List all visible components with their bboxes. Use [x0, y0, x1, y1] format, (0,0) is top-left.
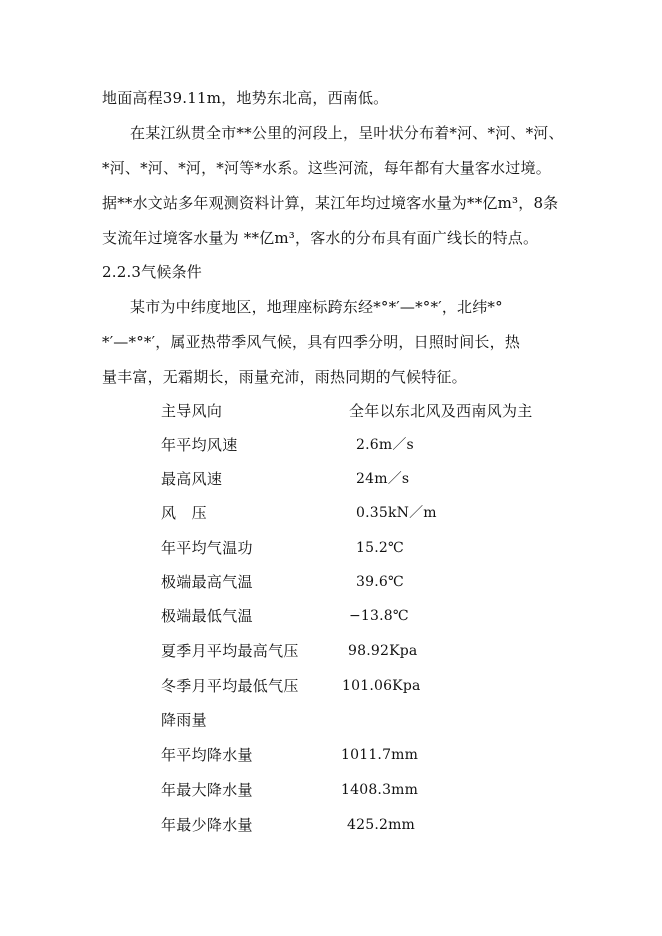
row-value: 0.35kN／m — [356, 505, 437, 521]
row-value: 98.92Kpa — [348, 643, 418, 659]
row-value: 2.6m／s — [356, 437, 414, 453]
row-label: 年最少降水量 — [161, 816, 253, 834]
row-label: 年最大降水量 — [161, 781, 253, 799]
row-value: 425.2mm — [347, 817, 416, 833]
rivers-paragraph-line-1: 在某江纵贯全市**公里的河段上，呈叶状分布着*河、*河、*河、 — [130, 124, 564, 142]
rivers-paragraph-line-3: 据**水文站多年观测资料计算，某江年均过境客水量为**亿m³，8条 — [102, 194, 559, 212]
climate-paragraph-line-3: 量丰富，无霜期长，雨量充沛，雨热同期的气候特征。 — [102, 368, 467, 386]
climate-paragraph-line-2: *′—*°*′，属亚热带季风气候，具有四季分明，日照时间长，热 — [102, 333, 521, 351]
row-label: 极端最高气温 — [161, 573, 253, 591]
terrain-paragraph-tail: 地面高程39.11m，地势东北高，西南低。 — [102, 89, 389, 107]
rivers-paragraph-line-4: 支流年过境客水量为 **亿m³，客水的分布具有面广线长的特点。 — [102, 229, 539, 247]
row-label: 极端最低气温 — [161, 607, 253, 625]
row-value: 24m／s — [356, 471, 410, 487]
row-label: 冬季月平均最低气压 — [161, 677, 299, 695]
climate-paragraph-line-1: 某市为中纬度地区，地理座标跨东经*°*′—*°*′，北纬*° — [130, 298, 503, 316]
row-value: 39.6℃ — [356, 574, 404, 590]
row-label: 主导风向 — [161, 402, 223, 420]
row-value: 101.06Kpa — [342, 678, 421, 694]
rivers-paragraph-line-2: *河、*河、*河，*河等*水系。这些河流，每年都有大量客水过境。 — [102, 159, 551, 177]
row-label: 最高风速 — [161, 470, 223, 488]
row-value: −13.8℃ — [349, 608, 409, 624]
row-label: 年平均风速 — [161, 436, 238, 454]
row-label: 年平均降水量 — [161, 746, 253, 764]
row-label: 降雨量 — [161, 711, 207, 729]
section-heading-climate: 2.2.3气候条件 — [102, 263, 202, 281]
row-value: 1408.3mm — [341, 782, 419, 798]
row-label: 年平均气温功 — [161, 539, 253, 557]
row-label: 夏季月平均最高气压 — [161, 642, 299, 660]
row-value: 全年以东北风及西南风为主 — [349, 402, 533, 420]
row-label: 风 压 — [161, 504, 207, 522]
row-value: 15.2℃ — [356, 540, 404, 556]
row-value: 1011.7mm — [341, 747, 419, 763]
